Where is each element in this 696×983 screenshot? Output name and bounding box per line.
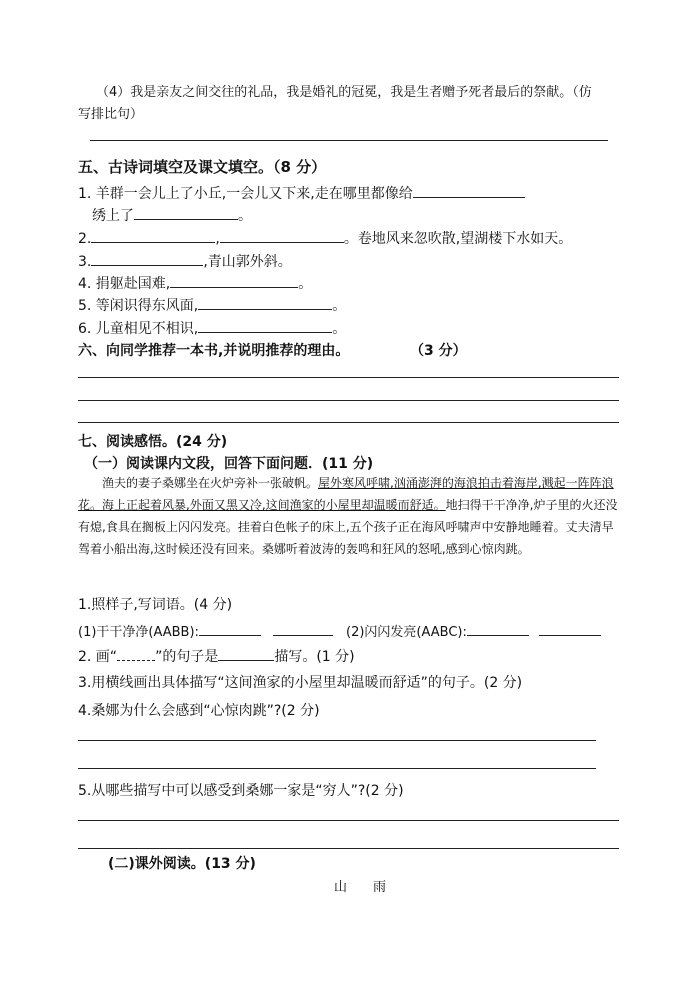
reading-q2	[78, 646, 355, 666]
reading-part-1-title: （一）阅读课内文段，回答下面问题．(11 分)	[84, 456, 374, 472]
blank[interactable]	[220, 228, 344, 243]
answer-line[interactable]	[78, 377, 619, 378]
blank[interactable]	[467, 621, 529, 636]
passage-sentence: 渔夫的妻子桑娜坐在火炉旁补一张破帆。	[102, 476, 319, 490]
section-7-title: 七、阅读感悟。(24 分)	[78, 434, 228, 450]
item-number: 2.	[78, 231, 92, 247]
blank[interactable]	[539, 621, 601, 636]
q1-a-label: (1)干干净净(AABB):	[78, 625, 199, 640]
q2-text-b: ”的句子是	[155, 649, 219, 665]
question-4-line1: （4）我是亲友之间交往的礼品，我是婚礼的冠冕，我是生者赠予死者最后的祭献。（仿	[96, 85, 592, 100]
poem-item-4	[78, 273, 312, 293]
blank[interactable]	[91, 228, 215, 243]
punct: ,	[215, 231, 220, 247]
answer-line[interactable]	[78, 740, 596, 741]
poem-item-5	[78, 295, 346, 315]
poem-item-1-text: 1. 羊群一会儿上了小丘,一会儿又下来,走在哪里都像给	[78, 186, 413, 202]
question-4-line2: 写排比句）	[78, 107, 144, 122]
reading-q1-a	[78, 621, 333, 640]
answer-line[interactable]	[78, 400, 619, 401]
blank[interactable]	[413, 183, 525, 198]
reading-q1-b	[346, 621, 601, 640]
q2-text-c: 描写。(1 分)	[274, 649, 355, 665]
reading-part-2-title: (二)课外阅读。(13 分)	[108, 856, 256, 872]
answer-line[interactable]	[78, 768, 596, 769]
punct: 。	[332, 321, 347, 337]
blank[interactable]	[134, 205, 238, 220]
poem-item-3-text: ,青山郭外斜。	[203, 254, 292, 270]
poem-item-1-text-b: 绣上了	[92, 208, 134, 224]
blank[interactable]	[273, 621, 333, 636]
section-5-title: 五、古诗词填空及课文填空。（8 分）	[78, 158, 327, 176]
wavy-underline-sample	[117, 646, 155, 661]
poem-item-1-cont	[92, 205, 252, 225]
q2-text-a: 2. 画“	[78, 649, 118, 665]
blank[interactable]	[199, 621, 261, 636]
q1-b-label: (2)闪闪发亮(AABC):	[346, 625, 467, 640]
answer-line[interactable]	[78, 848, 619, 849]
item-number: 3.	[78, 254, 92, 270]
blank[interactable]	[170, 273, 298, 288]
blank[interactable]	[198, 295, 332, 310]
poem-item-2	[78, 228, 572, 248]
reading-q5: 5.从哪些描写中可以感受到桑娜一家是“穷人”?(2 分)	[78, 783, 404, 799]
blank[interactable]	[198, 318, 332, 333]
punct: 。	[332, 298, 347, 314]
blank[interactable]	[218, 646, 274, 661]
answer-line[interactable]	[78, 422, 619, 423]
reading-passage	[78, 472, 618, 560]
reading-q3: 3.用横线画出具体描写“这间渔家的小屋里却温暖而舒适”的句子。(2 分)	[78, 675, 523, 691]
passage-underlined: 屋外寒风呼啸,汹涌澎湃的海浪拍击着海岸,溅起一阵阵浪花。海上正起着风暴,外面又黑又冷,	[78, 476, 614, 512]
answer-line[interactable]	[78, 820, 619, 821]
poem-item-6	[78, 318, 346, 338]
blank[interactable]	[91, 251, 203, 266]
poem-item-4-text: 4. 捐躯赴国难,	[78, 276, 171, 292]
reading-q1-title: 1.照样子,写词语。(4 分)	[78, 597, 233, 613]
reading-q4: 4.桑娜为什么会感到“心惊肉跳”?(2 分)	[78, 703, 320, 719]
punct: 。	[238, 208, 252, 224]
passage-underlined: 这间渔家的小屋里却温暖而舒适。	[265, 498, 446, 512]
poem-item-1	[78, 183, 525, 203]
poem-item-2-text: 。卷地风来忽吹散,望湖楼下水如天。	[343, 231, 573, 247]
poem-item-3	[78, 251, 292, 271]
punct: 。	[298, 276, 313, 292]
section-6-score: （3 分）	[410, 343, 467, 359]
answer-line[interactable]	[90, 140, 608, 141]
section-6-title: 六、向同学推荐一本书,并说明推荐的理由。	[78, 343, 350, 359]
poem-item-6-text: 6. 儿童相见不相识,	[78, 321, 199, 337]
poem-item-5-text: 5. 等闲识得东风面,	[78, 298, 199, 314]
passage-sentence: 地扫得干干净净,炉子里的火还没有熄,食具在搁板上闪闪发亮。挂着白色帐子的床上,五个孩子正在海风呼啸声中安静地睡着。丈夫清早驾着小船出海,这时候还没有回来。桑娜听着波涛的轰鸣和狂风的怒吼,感到心惊肉跳。	[78, 498, 618, 556]
story-title: 山 雨	[334, 880, 387, 895]
